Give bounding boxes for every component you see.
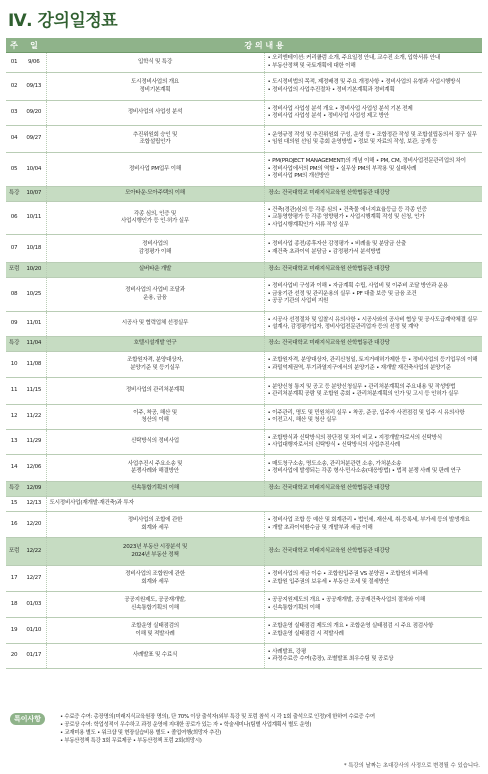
- table-row: [6, 278, 482, 312]
- week-number: 07: [6, 235, 22, 263]
- lecture-date: 01/10: [22, 618, 46, 644]
- week-number: 05: [6, 153, 22, 187]
- lecture-date: 12/06: [22, 455, 46, 482]
- lecture-date: 01/17: [22, 644, 46, 669]
- lecture-topic: 추진위원회 승인 및 조합설립인가: [46, 126, 264, 153]
- schedule-body: [6, 53, 482, 669]
- week-number: 04: [6, 126, 22, 153]
- page-title: Ⅳ. 강의일정표: [8, 11, 118, 31]
- schedule-table: [6, 38, 482, 669]
- lecture-content: • 정비사업비 구성과 이해 • 자금계획 수립, 사업비 및 이주비 조달 방안과 운용 • 금융기관 선정 및 관리운용의 실무 • PF 대출 보증 및 금융 조건 • 공공 기관의 사업비 지원: [264, 278, 482, 312]
- lecture-topic: 조합운영 실태점검의 이해 및 적발사례: [46, 618, 264, 644]
- special-event-row: [6, 538, 482, 566]
- week-number: 03: [6, 101, 22, 126]
- table-row: [6, 512, 482, 538]
- lecture-date: 09/20: [22, 101, 46, 126]
- table-row: [6, 566, 482, 592]
- lecture-content: • 정비사업 종전/종후자산 감정평가 • 비례율 및 분담금 산출 • 재건축 초과이익 분담금 • 감정평가서 분석방법: [264, 235, 482, 263]
- lecture-date: 09/13: [22, 73, 46, 101]
- lecture-topic: 호텔시설개발 연구: [46, 337, 264, 352]
- week-number: 20: [6, 644, 22, 669]
- lecture-date: 11/04: [22, 337, 46, 352]
- special-event-row: [6, 482, 482, 497]
- table-row: [6, 405, 482, 430]
- event-location: 장소: 건국대학교 미래지식교육원 산학협동관 대강당: [264, 337, 482, 352]
- lecture-content: • 정비사업 조합 등 예산 및 회계관리 • 법인세, 재산세, 취·등록세, 부가세 등의 발생개요 • 개발 초과이익환수금 및 개발부과 세금 이해: [264, 512, 482, 538]
- table-row: [6, 618, 482, 644]
- table-row: [6, 644, 482, 669]
- lecture-date: 11/15: [22, 378, 46, 405]
- lecture-content: • 오리엔테이션: 커리큘럼 소개, 주요일정 안내, 교수진 소개, 입학서류 안내 • 부동산정책 및 국토개획에 대한 이해: [264, 53, 482, 73]
- event-location: 장소: 건국대학교 미래지식교육원 산학협동관 대강당: [264, 482, 482, 497]
- special-event-row: [6, 263, 482, 278]
- lecture-content: • 조합운영 실태점검 제도의 개요 • 조합운영 실태점검 시 주요 점검사항 • 조합운영 실태점검 시 적발사례: [264, 618, 482, 644]
- week-number: 포럼: [6, 263, 22, 278]
- lecture-content: • 정비사업의 세금 이슈 • 조합원입주권 VS 분양권 • 조합원의 비과세 • 조합원 입주권의 보유세 • 부동산 조세 및 절세방안: [264, 566, 482, 592]
- week-number: 17: [6, 566, 22, 592]
- table-row: [6, 153, 482, 187]
- lecture-topic: 이주, 착공, 해산 및 청산의 이해: [46, 405, 264, 430]
- lecture-content: • 사례발표, 강평 • 과정수료증 수여(총장), 조별발표 최우수팀 및 공로상: [264, 644, 482, 669]
- lecture-topic: 신속통합기획의 이해: [46, 482, 264, 497]
- week-number: 02: [6, 73, 22, 101]
- lecture-topic: 정비사업 PM업무 이해: [46, 153, 264, 187]
- lecture-date: 01/03: [22, 592, 46, 618]
- table-row: [6, 378, 482, 405]
- lecture-content: • 운영규정 작성 및 추진위원회 구성, 운영 등 • 조합정관 작성 및 조합설립동의서 징구 실무 • 임원 대의원 선임 및 총회 운영방법 • 정보 및 자료의 작성, 보관, 공개 등: [264, 126, 482, 153]
- lecture-date: 10/07: [22, 187, 46, 202]
- lecture-topic: 정비사업의 사업비 조달과 운용, 금융: [46, 278, 264, 312]
- week-number: 특강: [6, 187, 22, 202]
- table-row: [6, 352, 482, 378]
- week-number: 09: [6, 312, 22, 337]
- week-number: 16: [6, 512, 22, 538]
- lecture-date: 11/22: [22, 405, 46, 430]
- lecture-content: • 정비사업 사업성 분석 개요 • 정비사업 사업성 분석 기본 전제 • 정비사업 사업성 분석 • 정비사업 사업성 제고 방안: [264, 101, 482, 126]
- table-row: [6, 497, 482, 512]
- note-line: • 공로상 수여: 학업성적이 우수하고 과정 운영에 지대한 공로가 있는 자 • 학술세미나(팀별 사업계획서 별도 운영): [60, 722, 312, 728]
- week-number: 13: [6, 430, 22, 455]
- lecture-topic: 도시정비사업의 개요 정비기본계획: [46, 73, 264, 101]
- header-content: 강 의 내 용: [46, 38, 482, 53]
- lecture-date: 12/13: [22, 497, 46, 512]
- lecture-date: 12/22: [22, 538, 46, 566]
- lecture-date: 10/04: [22, 153, 46, 187]
- table-row: [6, 312, 482, 337]
- lecture-topic: 사업추진시 주요소송 및 분쟁사례와 해결방안: [46, 455, 264, 482]
- table-row: [6, 592, 482, 618]
- table-row: [6, 53, 482, 73]
- note-line: • 교재미용 별도 • 워크샵 및 현장실습비용 별도 • 졸업여행(희망자 추진): [60, 730, 221, 736]
- lecture-date: 11/29: [22, 430, 46, 455]
- lecture-topic: 신탁방식의 정비사업: [46, 430, 264, 455]
- lecture-topic: 정비사업의 조합에 관한 회계와 세무: [46, 512, 264, 538]
- lecture-topic: 입학식 및 특강: [46, 53, 264, 73]
- lecture-content: • 조합방식과 신탁방식의 장단점 및 차이 비교 • 지정개발자로서의 신탁방식 • 사업대행자로서의 신탁방식 • 신탁방식의 사업추진사례: [264, 430, 482, 455]
- table-row: [6, 455, 482, 482]
- table-row: [6, 73, 482, 101]
- week-number: 특강: [6, 482, 22, 497]
- lecture-topic: 사례발표 및 수료식: [46, 644, 264, 669]
- table-header-row: [6, 38, 482, 53]
- header-week: 주: [6, 38, 22, 53]
- lecture-date: 10/11: [22, 202, 46, 235]
- lecture-content: • 건축(경관)심의 등 각종 심의 • 건축물 에너지효율등급 등 각종 인증 • 교통영향평가 등 각종 영향평가 • 사업시행계획 작성 및 신청, 인가 • 사업시행계획인가 서류 작성 실무: [264, 202, 482, 235]
- lecture-date: 10/20: [22, 263, 46, 278]
- special-event-row: [6, 187, 482, 202]
- lecture-topic: 모아타운·모아주택의 이해: [46, 187, 264, 202]
- week-number: 특강: [6, 337, 22, 352]
- lecture-content: • 도시정비법의 목적, 제정배경 및 주요 개정사항 • 정비사업의 유형과 사업시행방식 • 정비사업의 사업추진절차 • 정비기본계획과 정비계획: [264, 73, 482, 101]
- lecture-date: 10/18: [22, 235, 46, 263]
- lecture-topic: 실버타운 개발: [46, 263, 264, 278]
- special-event-row: [6, 337, 482, 352]
- lecture-date: 12/09: [22, 482, 46, 497]
- lecture-topic: 정비사업의 사업성 분석: [46, 101, 264, 126]
- table-row: [6, 202, 482, 235]
- lecture-content: • 분양신청 통지 및 공고 등 분양신청실무 • 관리처분계획의 주요내용 및 작성방법 • 관리처분계획 공람 및 조합원 총회 • 관리처분계획의 인가 및 고시 등 인허가 실무: [264, 378, 482, 405]
- week-number: 18: [6, 592, 22, 618]
- lecture-content: • 조합원자격, 분양대상자, 관리신청일, 토지거래허가제한 등 • 정비사업의 등기업무의 이해 • 과밀억제권역, 투기과열지구에서의 분양기준 • 재개발 재건축사업의 분양기준: [264, 352, 482, 378]
- note-line: • 수료증 수여: 총장명의(미래지식교육원장 명의), 단 70% 이상 출석자(외부 특강 및 포럼 참석 시 각 1회 출석으로 인정)에 한하여 수료증 수여: [60, 714, 375, 720]
- table-row: [6, 430, 482, 455]
- lecture-topic: 조합원자격, 분양대상자, 분양기준 및 등기실무: [46, 352, 264, 378]
- lecture-date: 10/25: [22, 278, 46, 312]
- week-number: 19: [6, 618, 22, 644]
- lecture-content: • 이주관리, 명도 및 민원처리 실무 • 착공, 준공, 입주자 사전점검 및 입주 시 유의사항 • 이전고시, 해산 및 청산 실무: [264, 405, 482, 430]
- week-number: 10: [6, 352, 22, 378]
- note-line: • 부동산정책 특강 3회 무료제공 • 부동산정책 포럼 2회(희망시): [60, 738, 202, 744]
- lecture-date: 09/27: [22, 126, 46, 153]
- week-number: 14: [6, 455, 22, 482]
- lecture-topic: 정비사업의 감정평가 이해: [46, 235, 264, 263]
- lecture-topic: 시공사 및 협력업체 선정실무: [46, 312, 264, 337]
- lecture-topic: 각종 심의, 인증 및 사업시행인가 등 인·허가 실무: [46, 202, 264, 235]
- week-number: 08: [6, 278, 22, 312]
- lecture-topic: 정비사업의 관리처분계획: [46, 378, 264, 405]
- table-row: [6, 235, 482, 263]
- lecture-content: • 매도청구소송, 명도소송, 관리처분관련 소송, 가처분소송 • 정비사업에 발생되는 각종 형사·민사소송(대응방법) • 법적 분쟁 사례 및 판례 연구: [264, 455, 482, 482]
- lecture-date: 11/08: [22, 352, 46, 378]
- lecture-date: 12/20: [22, 512, 46, 538]
- week-number: 15: [6, 497, 22, 512]
- lecture-content: • 시공사 선정절차 및 입찰시 유의사항 • 시공사와의 공사비 협상 및 공사도급계약체결 실무 • 설계사, 감정평가업자, 정비사업전문관리업자 등의 선정 및 계약: [264, 312, 482, 337]
- lecture-topic: 정비사업의 조합원에 관한 회계와 세무: [46, 566, 264, 592]
- header-date: 일: [22, 38, 46, 53]
- event-location: 장소: 건국대학교 미래지식교육원 산학협동관 대강당: [264, 538, 482, 566]
- notes-label: 특이사항: [10, 713, 45, 725]
- week-number: 01: [6, 53, 22, 73]
- lecture-content: • PM(PROJECT MANAGEMENT)의 개념 이해 • PM, CM, 정비사업전문관리업의 차이 • 정비사업에서의 PM의 역할 • 실무상 PM의 부작용 및 실패사례 • 정비사업 PM의 개선방안: [264, 153, 482, 187]
- lecture-topic: 2023년 부동산 시장분석 및 2024년 부동산 정책: [46, 538, 264, 566]
- table-row: [6, 101, 482, 126]
- event-location: 장소: 건국대학교 미래지식교육원 산학협동관 대강당: [264, 187, 482, 202]
- week-number: 포럼: [6, 538, 22, 566]
- week-number: 06: [6, 202, 22, 235]
- lecture-topic: 도시정비사업(재개발·재건축)과 투자: [46, 497, 482, 512]
- week-number: 12: [6, 405, 22, 430]
- lecture-date: 12/27: [22, 566, 46, 592]
- lecture-date: 11/01: [22, 312, 46, 337]
- lecture-date: 9/06: [22, 53, 46, 73]
- event-location: 장소: 건국대학교 미래지식교육원 산학협동관 대강당: [264, 263, 482, 278]
- lecture-content: • 공공지원제도의 개요 • 공공재개발, 공공재건축사업의 절차와 이해 • 신속통합기획의 이해: [264, 592, 482, 618]
- footnote: * 특강의 날짜는 초대강사의 사정으로 변경될 수 있습니다.: [343, 763, 480, 769]
- week-number: 11: [6, 378, 22, 405]
- notes-lines: [60, 713, 480, 745]
- lecture-topic: 공공지원제도, 공공재개발, 신속통합기획의 이해: [46, 592, 264, 618]
- table-row: [6, 126, 482, 153]
